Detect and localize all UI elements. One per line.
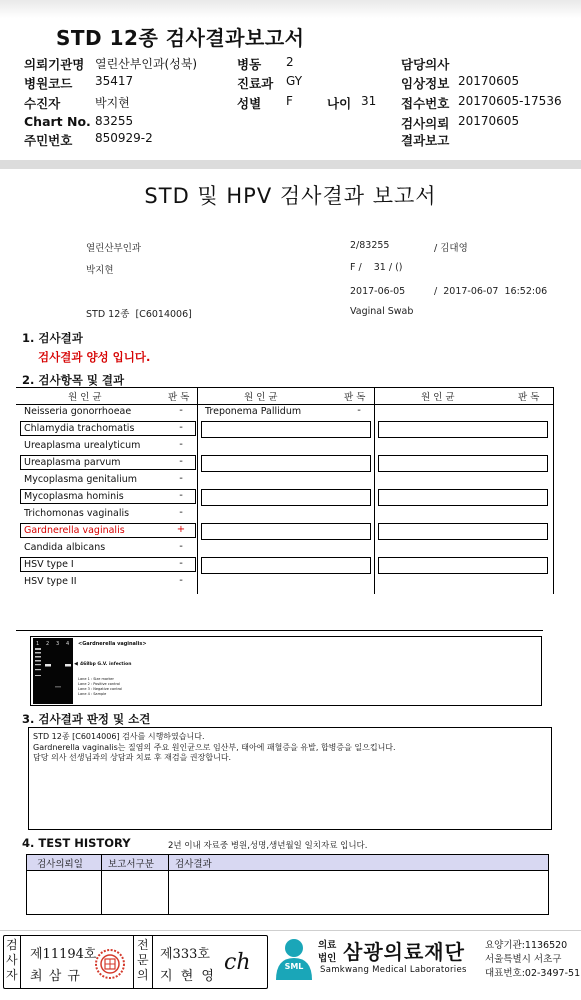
pathogen-name: Ureaplasma urealyticum: [24, 440, 141, 451]
empty-result-box: [378, 489, 548, 506]
judgment-mark: -: [179, 558, 183, 569]
section4-heading: 4. TEST HISTORY: [22, 836, 131, 850]
lab-name-en: Samkwang Medical Laboratories: [320, 965, 467, 975]
pathogen-name: Mycoplasma hominis: [24, 491, 124, 502]
col-judgment-1: 판 독: [168, 392, 190, 403]
age-value: 31: [361, 94, 377, 108]
receipt-no-value: 20170605-17536: [458, 94, 562, 108]
doctor-label: 담당의사: [401, 57, 450, 72]
examiner-label: [6, 938, 18, 983]
pathogen-name: Trichomonas vaginalis: [24, 508, 130, 519]
department-value: GY: [286, 74, 303, 88]
lab-address: 서울특별시 서초구: [485, 954, 562, 965]
gel-legend-item: Lane 3 : Negative control: [78, 687, 123, 691]
chart-no-value: 83255: [95, 114, 134, 128]
department-label: 진료과: [237, 76, 274, 91]
judgment-mark: -: [179, 422, 183, 433]
empty-result-box: [378, 557, 548, 574]
gel-legend-item: Lane 2 : Positive control: [78, 682, 120, 686]
examiner-label-char: 검: [6, 938, 18, 952]
col-judgment-2: 판 독: [344, 392, 366, 403]
lane-label: 2: [46, 641, 50, 647]
gel-legend-item: Lane 1 : Size marker: [78, 677, 114, 681]
patient-label: 수진자: [24, 96, 61, 111]
info-sex-age: F / 31 / (): [350, 262, 403, 273]
empty-result-box: [378, 523, 548, 540]
info-chart-doctor: 2/83255: [350, 240, 390, 251]
header-title: STD 12종 검사결과보고서: [56, 26, 305, 50]
info-specimen: Vaginal Swab: [350, 306, 414, 317]
specialist-signature: ch: [224, 950, 251, 975]
sex-label: 성별: [237, 96, 262, 111]
lane-label: 3: [56, 641, 60, 647]
pathogen-name: HSV type I: [24, 559, 74, 570]
sex-value: F: [286, 94, 293, 108]
chart-no-label: Chart No.: [24, 114, 91, 129]
specialist-license: 제333호: [160, 947, 210, 962]
empty-result-box: [201, 421, 371, 438]
resident-no-label: 주민번호: [24, 133, 73, 148]
specialist-label: [137, 938, 149, 983]
results-table-header: [16, 387, 554, 405]
examiner-label-char: 사: [6, 953, 18, 967]
history-note: 2년 이내 자료중 병원,성명,생년월일 일치자료 입니다.: [168, 841, 368, 851]
positive-result: 검사결과 양성 입니다.: [38, 350, 151, 364]
info-patient: 박지현: [86, 265, 114, 276]
judgment-mark: -: [179, 507, 183, 518]
col-pathogen-3: 원 인 균: [421, 392, 455, 403]
section3-heading: 3. 검사결과 판정 및 소견: [22, 712, 151, 726]
request-date-label: 검사의뢰: [401, 116, 450, 131]
info-doctor-name: / 김대영: [434, 243, 468, 254]
empty-result-box: [201, 489, 371, 506]
column-divider: [374, 387, 375, 594]
column-divider: [553, 387, 554, 594]
request-date-value: 20170605: [458, 114, 520, 128]
comment-line: STD 12종 [C6014006] 검사를 시행하였습니다.: [33, 732, 205, 741]
info-institution: 열린산부인과: [86, 243, 142, 254]
col-pathogen-1: 원 인 균: [68, 392, 102, 403]
info-collect-date: 2017-06-05: [350, 286, 406, 297]
institution-value: 열린산부인과(성북): [95, 57, 198, 71]
care-institution: 요양기관:1136520: [485, 940, 568, 951]
receipt-no-label: 접수번호: [401, 96, 450, 111]
pathogen-name: Candida albicans: [24, 542, 106, 553]
footer-divider: [0, 930, 581, 931]
empty-result-box: [201, 523, 371, 540]
gel-band-label: 468bp G.V. infection: [80, 662, 132, 667]
institution-label: 의뢰기관명: [24, 57, 85, 72]
judgment-mark: -: [179, 541, 183, 552]
judgment-mark: -: [179, 405, 183, 416]
pathogen-name: Treponema Pallidum: [205, 406, 302, 417]
gel-image: [33, 638, 73, 704]
empty-result-box: [201, 455, 371, 472]
history-col-date: 검사의뢰일: [37, 859, 83, 870]
judgment-mark: -: [179, 490, 183, 501]
lab-name: 삼광의료재단: [343, 940, 465, 964]
history-col-result: 검사결과: [175, 859, 212, 870]
judgment-mark: +: [176, 524, 186, 535]
judgment-mark: -: [179, 439, 183, 450]
column-divider: [152, 935, 153, 989]
ward-label: 병동: [237, 57, 262, 72]
age-label: 나이: [327, 96, 352, 111]
figure-divider: [16, 630, 543, 631]
corp-type-char: 의료: [318, 940, 337, 951]
lab-phone: 대표번호:02-3497-51: [485, 968, 581, 979]
lane-label: 4: [66, 641, 70, 647]
gel-legend: [78, 677, 122, 697]
column-divider: [168, 854, 169, 915]
logo-text: SML: [284, 962, 304, 971]
examiner-seal: [94, 948, 126, 980]
pathogen-name: Gardnerella vaginalis: [24, 525, 125, 536]
corp-type: [318, 939, 336, 965]
gel-legend-item: Lane 4 : Sample: [78, 692, 107, 696]
comment-box: [28, 727, 552, 830]
report-title: STD 및 HPV 검사결과 보고서: [144, 184, 437, 208]
specialist-name: 지 현 영: [160, 969, 216, 984]
col-pathogen-2: 원 인 균: [244, 392, 278, 403]
section2-heading: 2. 검사항목 및 결과: [22, 373, 125, 387]
empty-result-box: [201, 557, 371, 574]
column-divider: [197, 387, 198, 594]
gel-arrow: ◀: [74, 661, 78, 667]
hospital-code-value: 35417: [95, 74, 134, 88]
comment-line: Gardnerella vaginalis는 질염의 주요 원인균으로 임산부, 태아에 패혈증을 유발, 합병증을 일으킵니다.: [33, 742, 396, 752]
info-test-name: STD 12종 [C6014006]: [86, 309, 192, 320]
judgment-mark: -: [357, 405, 361, 416]
lane-label: 1: [36, 641, 40, 647]
pathogen-name: Chlamydia trachomatis: [24, 423, 135, 434]
examiner-name: 최 삼 규: [30, 969, 81, 984]
pathogen-name: Ureaplasma parvum: [24, 457, 121, 468]
sml-logo-icon: [272, 936, 316, 982]
pathogen-name: HSV type II: [24, 576, 77, 587]
examiner-label-char: 자: [6, 968, 18, 982]
patient-value: 박지현: [95, 96, 130, 110]
column-divider: [20, 935, 21, 989]
info-report-date: / 2017-06-07 16:52:06: [434, 286, 548, 297]
judgment-mark: -: [179, 575, 183, 586]
divider: [0, 160, 581, 169]
ward-value: 2: [286, 55, 294, 69]
empty-result-box: [378, 421, 548, 438]
specialist-label-char: 문: [137, 953, 149, 967]
col-judgment-3: 판 독: [518, 392, 540, 403]
clinical-info-value: 20170605: [458, 74, 520, 88]
pathogen-name: Mycoplasma genitalium: [24, 474, 138, 485]
lab-contact: [485, 939, 580, 981]
resident-no-value: 850929-2: [95, 131, 153, 145]
history-col-type: 보고서구분: [108, 859, 154, 870]
hospital-code-label: 병원코드: [24, 76, 73, 91]
judgment-mark: -: [179, 473, 183, 484]
column-divider: [133, 935, 134, 989]
corp-type-char: 법인: [318, 953, 337, 964]
column-divider: [101, 854, 102, 915]
judgment-mark: -: [179, 456, 183, 467]
empty-result-box: [378, 455, 548, 472]
specialist-label-char: 전: [137, 938, 149, 952]
examiner-license: 제11194호: [30, 947, 97, 962]
gel-title: <Gardnerella vaginalis>: [78, 641, 147, 647]
comment-line: 담당 의사 선생님과의 상담과 치료 후 재검을 권장합니다.: [33, 753, 232, 762]
report-label: 결과보고: [401, 133, 450, 148]
section1-heading: 1. 검사결과: [22, 331, 83, 345]
pathogen-name: Neisseria gonorrhoeae: [24, 406, 132, 417]
specialist-label-char: 의: [137, 968, 149, 982]
history-table-header: [27, 855, 548, 871]
clinical-info-label: 임상정보: [401, 76, 450, 91]
